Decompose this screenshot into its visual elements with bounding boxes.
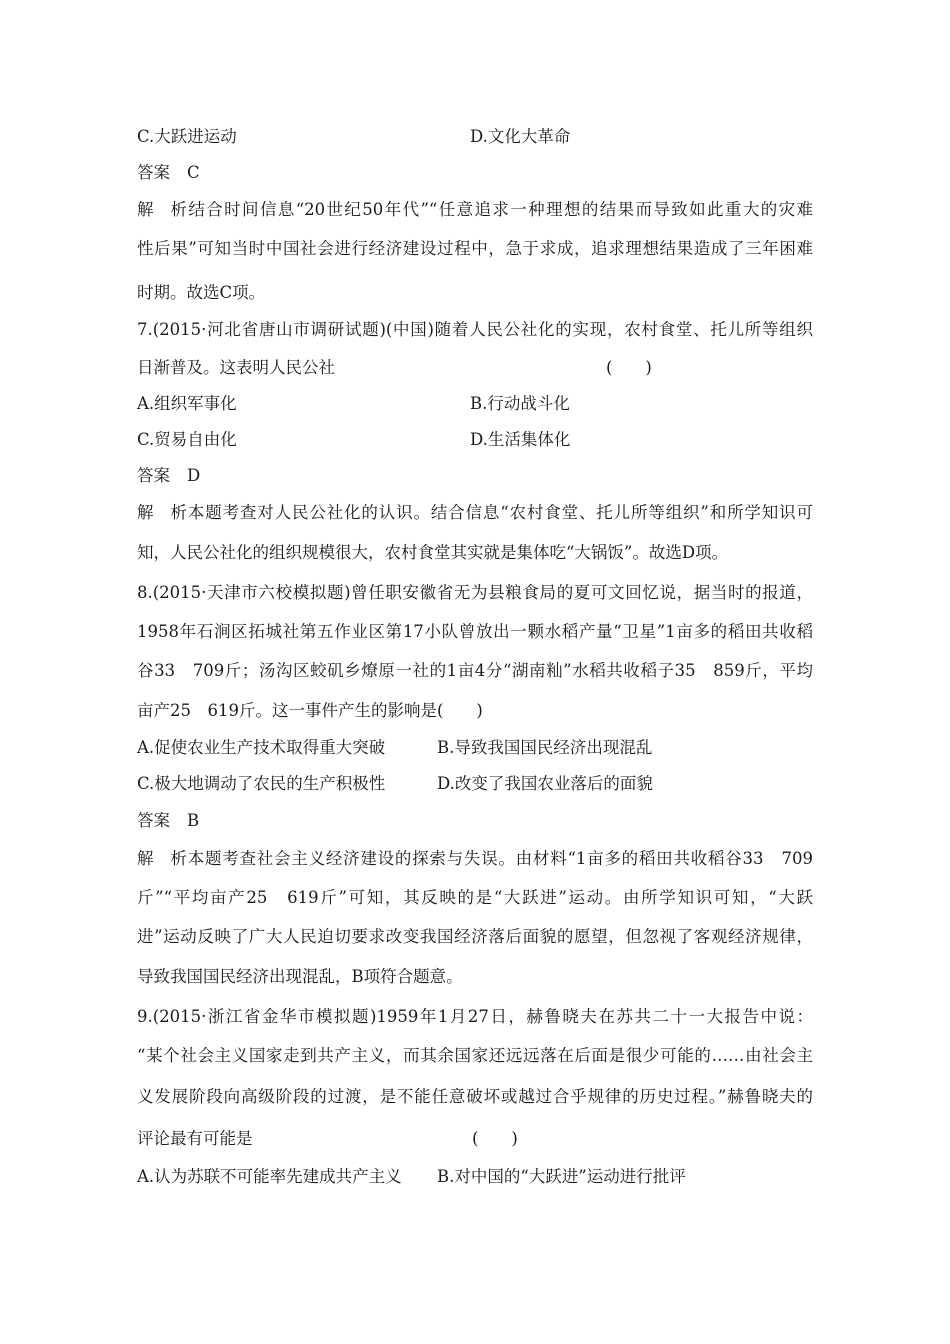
analysis-label: 解析 [137, 200, 187, 219]
q8-option-b: B.导致我国国民经济出现混乱 [437, 738, 653, 757]
q6-analysis-line-1: 解析结合时间信息“20世纪50年代”“任意追求一种理想的结果而导致如此重大的灾难 [137, 200, 813, 219]
q8-stem-line-1: 8.(2015·天津市六校模拟题)曾任职安徽省无为县粮食局的夏可文回忆说，据当时的报道， [137, 583, 813, 602]
q9-option-a: A.认为苏联不可能率先建成共产主义 [137, 1167, 402, 1186]
q6-analysis-line-3: 时期。故选C项。 [137, 283, 266, 302]
q9-option-b: B.对中国的“大跃进”运动进行批评 [437, 1167, 686, 1186]
q7-analysis-line-2: 知，人民公社化的组织规模很大，农村食堂其实就是集体吃“大锅饭”。故选D项。 [137, 543, 729, 562]
q8-analysis-line-2: 斤”“平均亩产25 619斤”可知，其反映的是“大跃进”运动。由所学知识可知，“大跃 [137, 888, 813, 907]
analysis-label: 解析 [137, 849, 187, 868]
q8-stem-line-2: 1958年石涧区拓城社第五作业区第17小队曾放出一颗水稻产量“卫星”1亩多的稻田共收稻 [137, 622, 813, 641]
q7-answer-blank: ( ) [606, 358, 652, 377]
q9-stem-line-3: 义发展阶段向高级阶段的过渡，是不能任意破坏或越过合乎规律的历史过程。”赫鲁晓夫的 [137, 1087, 813, 1106]
q8-analysis-line-1: 解析本题考查社会主义经济建设的探索与失误。由材料“1亩多的稻田共收稻谷33 709 [137, 849, 813, 868]
q7-option-c: C.贸易自由化 [137, 430, 237, 449]
q7-stem-line-1: 7.(2015·河北省唐山市调研试题)(中国)随着人民公社化的实现，农村食堂、托儿所等组织 [137, 320, 813, 339]
q8-option-d: D.改变了我国农业落后的面貌 [437, 774, 653, 793]
q6-answer [137, 162, 200, 184]
q8-option-a: A.促使农业生产技术取得重大突破 [137, 738, 386, 757]
analysis-label: 解析 [137, 503, 187, 522]
answer-label: 答案 [137, 163, 170, 182]
answer-value: B [187, 811, 200, 830]
q9-stem-line-1: 9.(2015·浙江省金华市模拟题)1959年1月27日，赫鲁晓夫在苏共二十一大报告中说： [137, 1007, 813, 1026]
q7-analysis-line-1: 解析本题考查对人民公社化的认识。结合信息“农村食堂、托儿所等组织”和所学知识可 [137, 503, 813, 522]
q7-stem-line-2: 日渐普及。这表明人民公社 [137, 358, 335, 377]
q8-stem-line-3: 谷33 709斤；汤沟区蛟矶乡燎原一社的1亩4分“湖南籼”水稻共收稻子35 859斤，平均 [137, 661, 813, 680]
answer-value: D [187, 466, 201, 485]
q6-option-d: D.文化大革命 [470, 127, 571, 146]
answer-value: C [187, 163, 200, 182]
answer-label: 答案 [137, 466, 170, 485]
q8-answer [137, 810, 199, 832]
q7-option-b: B.行动战斗化 [470, 394, 570, 413]
q8-option-c: C.极大地调动了农民的生产积极性 [137, 774, 386, 793]
q6-option-c: C.大跃进运动 [137, 127, 237, 146]
q7-option-a: A.组织军事化 [137, 394, 237, 413]
q8-analysis-line-3: 进”运动反映了广大人民迫切要求改变我国经济落后面貌的愿望，但忽视了客观经济规律， [137, 927, 813, 946]
q9-answer-blank: ( ) [472, 1129, 518, 1148]
q9-stem-line-2: “某个社会主义国家走到共产主义，而其余国家还远远落在后面是很少可能的……由社会主 [137, 1046, 813, 1065]
q8-analysis-line-4: 导致我国国民经济出现混乱，B项符合题意。 [137, 967, 463, 986]
q9-stem-line-4: 评论最有可能是 [137, 1129, 253, 1148]
q7-answer [137, 465, 200, 487]
q6-analysis-line-2: 性后果”可知当时中国社会进行经济建设过程中，急于求成，追求理想结果造成了三年困难 [137, 239, 813, 258]
q7-option-d: D.生活集体化 [470, 430, 571, 449]
answer-label: 答案 [137, 811, 170, 830]
q8-stem-line-4: 亩产25 619斤。这一事件产生的影响是( ) [137, 701, 483, 720]
